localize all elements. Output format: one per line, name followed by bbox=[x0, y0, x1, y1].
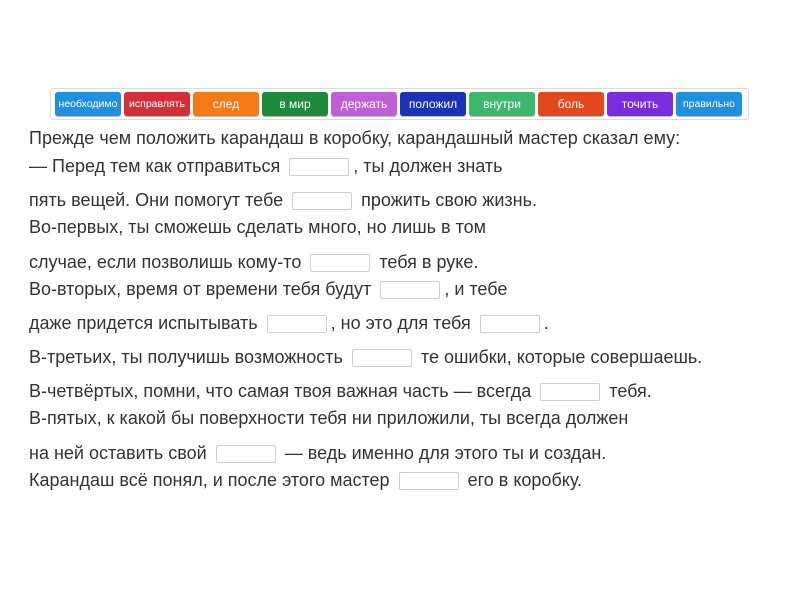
answer-blank[interactable] bbox=[352, 349, 412, 367]
text-line bbox=[29, 127, 680, 149]
sentence-text: Во-вторых, время от времени тебя будут bbox=[29, 279, 372, 299]
answer-blank[interactable] bbox=[292, 192, 352, 210]
answer-blank[interactable] bbox=[289, 158, 349, 176]
sentence-text: — ведь именно для этого ты и создан. bbox=[284, 443, 607, 463]
answer-blank[interactable] bbox=[216, 445, 276, 463]
sentence-text: те ошибки, которые совершаешь. bbox=[420, 347, 703, 367]
sentence-text: на ней оставить свой bbox=[29, 443, 207, 463]
sentence-text: случае, если позволишь кому-то bbox=[29, 252, 302, 272]
text-line bbox=[29, 407, 628, 429]
answer-blank[interactable] bbox=[480, 315, 540, 333]
text-line bbox=[29, 155, 503, 177]
sentence-text: , ты должен знать bbox=[353, 156, 503, 176]
sentence-text: даже придется испытывать bbox=[29, 313, 258, 333]
text-line bbox=[29, 251, 478, 273]
text-line bbox=[29, 189, 537, 211]
sentence-text: тебя. bbox=[609, 381, 652, 401]
answer-blank[interactable] bbox=[267, 315, 327, 333]
answer-blank[interactable] bbox=[380, 281, 440, 299]
text-line bbox=[29, 216, 486, 238]
sentence-text: В-четвёртых, помни, что самая твоя важная часть — всегда bbox=[29, 381, 532, 401]
sentence-text: , но это для тебя bbox=[330, 313, 471, 333]
word-tile[interactable]: в мир bbox=[262, 92, 328, 116]
answer-blank[interactable] bbox=[310, 254, 370, 272]
answer-blank[interactable] bbox=[540, 383, 600, 401]
text-line bbox=[29, 469, 582, 491]
sentence-text: , и тебе bbox=[444, 279, 508, 299]
sentence-text: прожить свою жизнь. bbox=[361, 190, 537, 210]
word-tile[interactable]: положил bbox=[400, 92, 466, 116]
sentence-text: — Перед тем как отправиться bbox=[29, 156, 281, 176]
text-line bbox=[29, 278, 507, 300]
word-tile[interactable]: правильно bbox=[676, 92, 742, 116]
text-line bbox=[29, 380, 652, 402]
sentence-text: пять вещей. Они помогут тебе bbox=[29, 190, 284, 210]
sentence-text: Карандаш всё понял, и после этого мастер bbox=[29, 470, 390, 490]
sentence-text: тебя в руке. bbox=[379, 252, 479, 272]
text-line bbox=[29, 442, 606, 464]
sentence-text: . bbox=[543, 313, 549, 333]
sentence-text: Во-первых, ты сможешь сделать много, но лишь в том bbox=[29, 217, 487, 237]
word-tile[interactable]: внутри bbox=[469, 92, 535, 116]
sentence-text: В-пятых, к какой бы поверхности тебя ни приложили, ты всегда должен bbox=[29, 408, 629, 428]
sentence-text: В-третьих, ты получишь возможность bbox=[29, 347, 343, 367]
word-tile[interactable]: след bbox=[193, 92, 259, 116]
word-tile[interactable]: боль bbox=[538, 92, 604, 116]
answer-blank[interactable] bbox=[399, 472, 459, 490]
sentence-text: его в коробку. bbox=[467, 470, 583, 490]
sentence-text: Прежде чем положить карандаш в коробку, карандашный мастер сказал ему: bbox=[29, 128, 681, 148]
word-tile[interactable]: необходимо bbox=[55, 92, 121, 116]
word-tile[interactable]: держать bbox=[331, 92, 397, 116]
word-tile[interactable]: точить bbox=[607, 92, 673, 116]
text-line bbox=[29, 346, 702, 368]
text-line bbox=[29, 312, 549, 334]
word-bank bbox=[50, 88, 749, 120]
word-tile[interactable]: исправлять bbox=[124, 92, 190, 116]
